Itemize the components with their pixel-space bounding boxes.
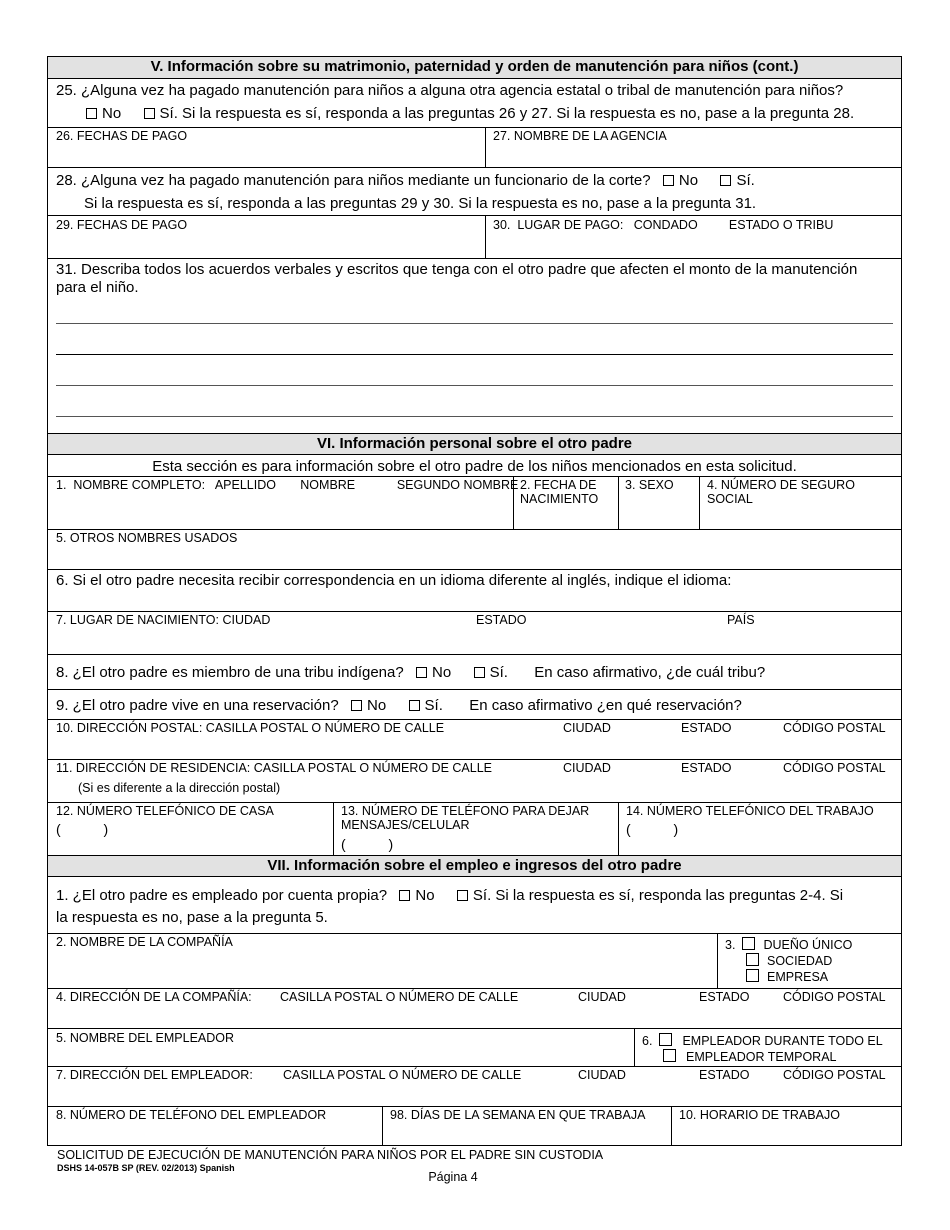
q28-si-label: Sí. bbox=[736, 172, 755, 189]
q8-si-label: Sí. bbox=[489, 664, 508, 681]
q28-text: 28. ¿Alguna vez ha pagado manutención para niños mediante un funcionario de la corte? bbox=[56, 172, 651, 189]
writing-line-3[interactable] bbox=[56, 385, 893, 386]
vii-question-1-line2: la respuesta es no, pase a la pregunta 5. bbox=[56, 909, 328, 926]
section-vi-intro: Esta sección es para información sobre el otro padre de los niños mencionados en esta solicitud. bbox=[152, 458, 797, 475]
company-label: EMPRESA bbox=[767, 970, 829, 984]
vii-field-5-label: 5. NOMBRE DEL EMPLEADOR bbox=[56, 1031, 235, 1045]
question-31: 31. Describa todos los acuerdos verbales y escritos que tenga con el otro padre que afecten el monto de la manutención bbox=[56, 261, 858, 278]
employment-type-group bbox=[642, 1033, 883, 1065]
message-cell-phone-input[interactable] bbox=[334, 802, 618, 855]
vi-field-10-ciudad: CIUDAD bbox=[563, 721, 611, 735]
vi-field-7-label: 7. LUGAR DE NACIMIENTO: CIUDAD bbox=[56, 613, 271, 627]
writing-line-2[interactable] bbox=[56, 354, 893, 355]
writing-line-4[interactable] bbox=[56, 416, 893, 417]
q8-followup: En caso afirmativo, ¿de cuál tribu? bbox=[534, 664, 766, 681]
vii-field-9-label: 98. DÍAS DE LA SEMANA EN QUE TRABAJA bbox=[390, 1108, 646, 1122]
vi-field-12-label: 12. NÚMERO TELEFÓNICO DE CASA bbox=[56, 804, 274, 818]
q9-followup: En caso afirmativo ¿en qué reservación? bbox=[469, 697, 742, 714]
question-25: 25. ¿Alguna vez ha pagado manutención para niños a alguna otra agencia estatal o tribal de manutención para niños? bbox=[56, 82, 844, 99]
q8-no-checkbox[interactable] bbox=[416, 667, 427, 678]
field-27-input[interactable] bbox=[486, 127, 903, 167]
vii-q1-no-label: No bbox=[415, 887, 435, 904]
sole-owner-checkbox[interactable] bbox=[742, 937, 755, 950]
vi-field-11-estado: ESTADO bbox=[681, 761, 732, 775]
vii-field-2-label: 2. NOMBRE DE LA COMPAÑÍA bbox=[56, 935, 233, 949]
vii-field-3-num: 3. bbox=[725, 938, 736, 952]
vii-field-4-label: 4. DIRECCIÓN DE LA COMPAÑÍA: bbox=[56, 990, 252, 1004]
q25-si-checkbox[interactable] bbox=[144, 108, 155, 119]
q8-no-label: No bbox=[432, 664, 452, 681]
vi-field-11-note: (Si es diferente a la dirección postal) bbox=[78, 781, 281, 795]
vii-field-4-street: CASILLA POSTAL O NÚMERO DE CALLE bbox=[280, 990, 519, 1004]
vii-q1-si-checkbox[interactable] bbox=[457, 890, 468, 901]
question-28 bbox=[56, 171, 755, 190]
full-time-employer-checkbox[interactable] bbox=[659, 1033, 672, 1046]
vi-field-1-label: 1. NOMBRE COMPLETO: APELLIDO NOMBRE SEGUNDO NOMBRE bbox=[56, 478, 519, 492]
q9-no-label: No bbox=[367, 697, 387, 714]
q9-no-checkbox[interactable] bbox=[351, 700, 362, 711]
vi-field-5-label: 5. OTROS NOMBRES USADOS bbox=[56, 531, 238, 545]
vi-field-11-ciudad: CIUDAD bbox=[563, 761, 611, 775]
employer-phone-input[interactable] bbox=[48, 1106, 382, 1146]
business-type-group bbox=[725, 937, 852, 985]
work-schedule-input[interactable] bbox=[672, 1106, 903, 1146]
vii-field-7-label: 7. DIRECCIÓN DEL EMPLEADOR: bbox=[56, 1068, 253, 1082]
vi-field-10-label: 10. DIRECCIÓN POSTAL: CASILLA POSTAL O NÚMERO DE CALLE bbox=[56, 721, 445, 735]
vi-field-14-paren: ( ) bbox=[626, 821, 679, 837]
sex-input[interactable] bbox=[619, 476, 699, 529]
vii-field-4-codigo: CÓDIGO POSTAL bbox=[783, 990, 886, 1004]
vi-field-4-label: 4. NÚMERO DE SEGURO SOCIAL bbox=[707, 478, 855, 506]
q9-si-checkbox[interactable] bbox=[409, 700, 420, 711]
field-27-label: 27. NOMBRE DE LA AGENCIA bbox=[493, 129, 667, 143]
field-29-input[interactable] bbox=[48, 215, 485, 258]
q25-no-checkbox[interactable] bbox=[86, 108, 97, 119]
vi-field-10-estado: ESTADO bbox=[681, 721, 732, 735]
q9-si-label: Sí. bbox=[424, 697, 443, 714]
vi-field-3-label: 3. SEXO bbox=[625, 478, 674, 492]
field-26-label: 26. FECHAS DE PAGO bbox=[56, 129, 188, 143]
vi-question-8 bbox=[56, 663, 765, 682]
company-address-input[interactable] bbox=[48, 988, 903, 1028]
vi-field-10-codigo: CÓDIGO POSTAL bbox=[783, 721, 886, 735]
temporary-employer-label: EMPLEADOR TEMPORAL bbox=[686, 1050, 837, 1064]
q25-no-label: No bbox=[102, 105, 122, 122]
vii-field-7-ciudad: CIUDAD bbox=[578, 1068, 626, 1082]
section-v-header: V. Información sobre su matrimonio, paternidad y orden de manutención para niños (cont.) bbox=[48, 57, 901, 79]
q28-no-checkbox[interactable] bbox=[663, 175, 674, 186]
vi-question-6: 6. Si el otro padre necesita recibir correspondencia en un idioma diferente al inglés, indique el idioma: bbox=[56, 572, 732, 589]
birth-date-input[interactable] bbox=[514, 476, 617, 529]
vi-field-2-label: 2. FECHA DE NACIMIENTO bbox=[520, 478, 599, 506]
section-vii-header: VII. Información sobre el empleo e ingresos del otro padre bbox=[48, 855, 901, 877]
birthplace-input[interactable] bbox=[48, 611, 903, 654]
vii-field-10-label: 10. HORARIO DE TRABAJO bbox=[679, 1108, 840, 1122]
vii-q1-si-label: Sí. Si la respuesta es sí, responda las preguntas 2-4. Si bbox=[472, 887, 844, 904]
home-phone-input[interactable] bbox=[48, 802, 333, 855]
work-phone-input[interactable] bbox=[619, 802, 903, 855]
field-29-label: 29. FECHAS DE PAGO bbox=[56, 218, 188, 232]
form-page bbox=[47, 56, 902, 1146]
vi-field-13-paren: ( ) bbox=[341, 836, 394, 852]
other-names-input[interactable] bbox=[48, 529, 903, 569]
ssn-input[interactable] bbox=[700, 476, 903, 529]
partnership-label: SOCIEDAD bbox=[767, 954, 833, 968]
mailing-address-input[interactable] bbox=[48, 719, 903, 759]
vi-field-7-pais: PAÍS bbox=[727, 613, 755, 627]
q28-si-checkbox[interactable] bbox=[720, 175, 731, 186]
section-vi-header: VI. Información personal sobre el otro padre bbox=[48, 433, 901, 455]
vii-field-7-street: CASILLA POSTAL O NÚMERO DE CALLE bbox=[283, 1068, 522, 1082]
vi-field-14-label: 14. NÚMERO TELEFÓNICO DEL TRABAJO bbox=[626, 804, 874, 818]
vii-field-4-estado: ESTADO bbox=[699, 990, 750, 1004]
full-time-employer-label: EMPLEADOR DURANTE TODO EL bbox=[682, 1034, 883, 1048]
q8-text: 8. ¿El otro padre es miembro de una tribu indígena? bbox=[56, 664, 404, 681]
q28-no-label: No bbox=[678, 172, 699, 189]
vi-field-13-label: 13. NÚMERO DE TELÉFONO PARA DEJAR MENSAJES/CELULAR bbox=[341, 804, 590, 832]
q9-text: 9. ¿El otro padre vive en una reservación? bbox=[56, 697, 339, 714]
question-28-instructions: Si la respuesta es sí, responda a las preguntas 29 y 30. Si la respuesta es no, pase a la pregunta 31. bbox=[84, 195, 757, 212]
q8-si-checkbox[interactable] bbox=[474, 667, 485, 678]
vi-field-12-paren: ( ) bbox=[56, 821, 109, 837]
page-number: Página 4 bbox=[428, 1170, 478, 1184]
residence-address-input[interactable] bbox=[48, 759, 903, 802]
other-parent-full-name-input[interactable] bbox=[48, 476, 513, 529]
vii-field-6-num: 6. bbox=[642, 1034, 653, 1048]
work-days-input[interactable] bbox=[383, 1106, 671, 1146]
vii-field-8-label: 8. NÚMERO DE TELÉFONO DEL EMPLEADOR bbox=[56, 1108, 327, 1122]
field-30-input[interactable] bbox=[486, 215, 903, 258]
vi-question-9 bbox=[56, 696, 742, 715]
q25-si-label: Sí. Si la respuesta es sí, responda a las preguntas 26 y 27. Si la respuesta es no, pase a la pregunta 28. bbox=[159, 105, 855, 122]
partnership-checkbox[interactable] bbox=[746, 953, 759, 966]
vii-q1-no-checkbox[interactable] bbox=[399, 890, 410, 901]
temporary-employer-checkbox[interactable] bbox=[663, 1049, 676, 1062]
sole-owner-label: DUEÑO ÚNICO bbox=[763, 938, 853, 952]
vii-field-7-estado: ESTADO bbox=[699, 1068, 750, 1082]
question-25-options bbox=[86, 104, 854, 123]
field-26-input[interactable] bbox=[48, 127, 485, 167]
field-30-label: 30. LUGAR DE PAGO: CONDADO ESTADO O TRIBU bbox=[493, 218, 834, 232]
vi-field-7-estado: ESTADO bbox=[476, 613, 527, 627]
writing-line-1[interactable] bbox=[56, 323, 893, 324]
footer-form-title: SOLICITUD DE EJECUCIÓN DE MANUTENCIÓN PARA NIÑOS POR EL PADRE SIN CUSTODIA bbox=[57, 1148, 604, 1162]
vi-field-11-label: 11. DIRECCIÓN DE RESIDENCIA: CASILLA POSTAL O NÚMERO DE CALLE bbox=[56, 761, 492, 775]
company-name-input[interactable] bbox=[48, 933, 717, 988]
vii-question-1 bbox=[56, 886, 843, 905]
vi-field-11-codigo: CÓDIGO POSTAL bbox=[783, 761, 886, 775]
employer-name-input[interactable] bbox=[48, 1028, 634, 1066]
employer-address-input[interactable] bbox=[48, 1066, 903, 1106]
company-checkbox[interactable] bbox=[746, 969, 759, 982]
vii-q1-text: 1. ¿El otro padre es empleado por cuenta propia? bbox=[56, 887, 388, 904]
footer-form-id: DSHS 14-057B SP (REV. 02/2013) Spanish bbox=[57, 1163, 235, 1173]
vii-field-4-ciudad: CIUDAD bbox=[578, 990, 626, 1004]
vii-field-7-codigo: CÓDIGO POSTAL bbox=[783, 1068, 886, 1082]
question-31-line2: para el niño. bbox=[56, 279, 139, 296]
